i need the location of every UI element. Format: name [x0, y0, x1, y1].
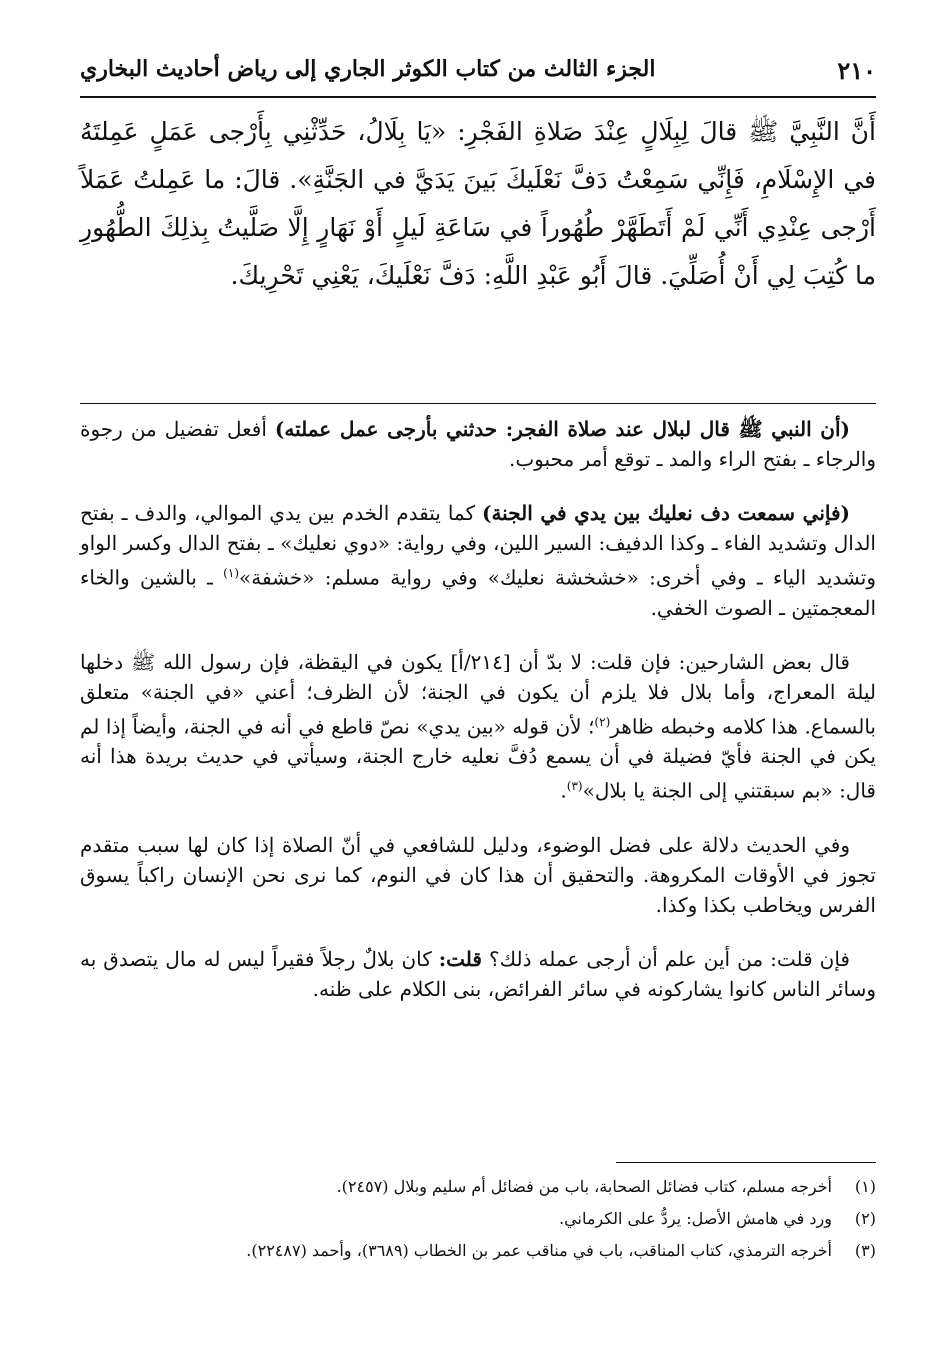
paragraph-text: وفي الحديث دلالة على فضل الوضوء، ودليل للشافعي في أنّ الصلاة إذا كان لها سبب متقدم تجوز في الأوقات المكروهة. والتحقيق أن هذا كان في النوم، كما نرى نحن الإنسان راكباً يسوق الفرس ويخاطب بكذا وكذا.	[80, 832, 876, 917]
paragraph-text: أفعل تفضيل من رجوة والرجاء ـ بفتح الراء والمد ـ توقع أمر محبوب.	[80, 417, 876, 471]
page-header	[80, 52, 876, 92]
footnote-3	[80, 1236, 876, 1266]
header-rule	[80, 96, 876, 98]
commentary-divider	[80, 403, 876, 404]
footnote-text: أخرجه مسلم، كتاب فضائل الصحابة، باب من فضائل أم سليم وبلال (٢٤٥٧).	[336, 1177, 832, 1196]
footnote-text: أخرجه الترمذي، كتاب المناقب، باب في مناقب عمر بن الخطاب (٣٦٨٩)، وأحمد (٢٢٤٨٧).	[246, 1241, 832, 1260]
commentary-paragraph-2	[80, 498, 876, 623]
footnote-rule	[616, 1162, 876, 1163]
footnote-ref[interactable]: (٢)	[594, 714, 611, 729]
paragraph-text: ـ بالشين والخاء المعجمتين ـ الصوت الخفي.	[80, 565, 876, 620]
footnotes	[80, 1172, 876, 1268]
commentary-block	[80, 414, 876, 1018]
qultu-label: قلت:	[438, 946, 482, 971]
quoted-phrase: (أن النبي ﷺ قال لبلال عند صلاة الفجر: حدثني بأرجى عمل عملته)	[274, 417, 850, 441]
paragraph-text: ؛ لأن قوله «بين يدي» نصّ قاطع في أنه في الجنة، وأيضاً إذا لم يكن في الجنة فأيّ فضيلة في أن يسمع دُفَّ نعليه خارج الجنة، وسيأتي في حديث بريدة هذا أنه قال: «بم سبقتني إلى الجنة يا بلال»	[80, 714, 876, 803]
page-number: ٢١٠	[837, 56, 876, 85]
commentary-paragraph-3	[80, 647, 876, 806]
footnote-number: (٣)	[854, 1241, 876, 1260]
footnote-1	[80, 1172, 876, 1202]
footnote-2	[80, 1204, 876, 1234]
paragraph-text: كما يتقدم الخدم بين يدي الموالي، والدف ـ بفتح الدال وتشديد الفاء ـ وكذا الدفيف: السير اللين، وفي رواية: «دوي نعليك» ـ بفتح الدال وكسر الواو وتشديد الياء ـ وفي أخرى: «خشخشة نعليك» وفي رواية مسلم: «خشفة»	[80, 501, 877, 590]
paragraph-text: فإن قلت: من أين علم أن أرجى عمله ذلك؟	[481, 946, 850, 971]
footnote-number: (١)	[854, 1177, 876, 1196]
footnote-ref[interactable]: (١)	[223, 566, 239, 580]
footnote-text: ورد في هامش الأصل: يردُّ على الكرماني.	[559, 1209, 832, 1228]
footnote-number: (٢)	[854, 1209, 876, 1228]
footnote-ref[interactable]: (٣)	[566, 779, 583, 794]
commentary-paragraph-1	[80, 414, 876, 474]
hadith-text: أَنَّ النَّبِيَّ ﷺ قالَ لِبِلَالٍ عِنْدَ صَلاةِ الفَجْرِ: «يَا بِلَالُ، حَدِّثْنِي بِأَرْجى عَمَلٍ عَمِلتَهُ في الإِسْلَامِ، فَإِنِّي سَمِعْتُ دَفَّ نَعْلَيكَ بَينَ يَدَيَّ في الجَنَّةِ». قالَ: ما عَمِلتُ عَمَلاً أَرْجى عِنْدِي أَنِّي لَمْ أَتَطَهَّرْ طُهُوراً في سَاعَةِ لَيلٍ أَوْ نَهَارٍ إِلَّا صَلَّيتُ بِذلِكَ الطُّهُورِ ما كُتِبَ لِي أَنْ أُصَلِّيَ. قالَ أَبُو عَبْدِ اللَّهِ: دَفَّ نَعْلَيكَ، يَعْنِي تَحْرِيكَ.	[80, 117, 876, 290]
paragraph-text: قال بعض الشارحين: فإن قلت: لا بدّ أن [٢١٤/أ] يكون في اليقظة، فإن رسول الله ﷺ دخلها ليلة المعراج، وأما بلال فلا يلزم أن يكون في الجنة؛ لأن الظرف؛ أعني «في الجنة» متعلق بالسماع. هذا كلامه وخبطه ظاهر	[80, 649, 876, 739]
paragraph-text: .	[560, 778, 567, 803]
quoted-phrase: (فإني سمعت دف نعليك بين يدي في الجنة)	[481, 501, 851, 525]
running-title: الجزء الثالث من كتاب الكوثر الجاري إلى رياض أحاديث البخاري	[80, 56, 656, 82]
paragraph-text: كان بلالٌ رجلاً فقيراً ليس له مال يتصدق به وسائر الناس كانوا يشاركونه في سائر الفرائض، بنى الكلام على ظنه.	[80, 946, 876, 1001]
commentary-paragraph-4	[80, 830, 876, 920]
commentary-paragraph-5	[80, 944, 876, 1004]
hadith-text-block	[80, 108, 876, 300]
